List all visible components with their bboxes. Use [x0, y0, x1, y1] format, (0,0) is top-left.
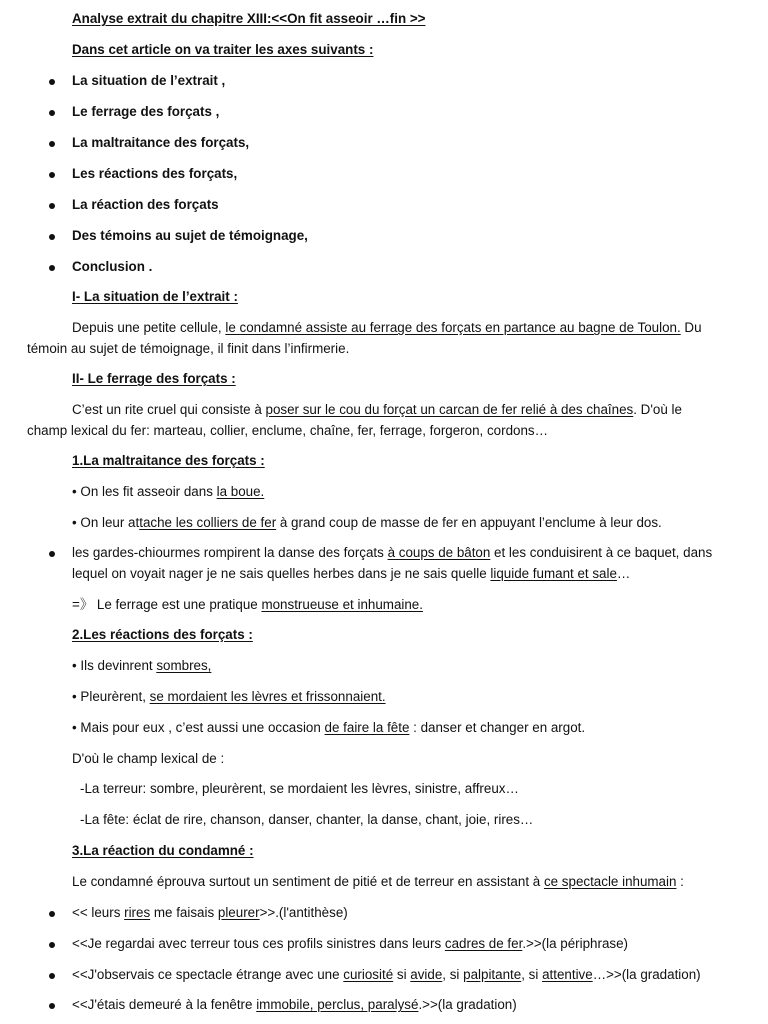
underlined-text: de faire la fête: [324, 720, 410, 735]
underlined-text: la boue.: [216, 484, 265, 499]
list-item: [72, 996, 517, 1014]
underlined-text: se mordaient les lèvres et frissonnaient.: [149, 689, 386, 704]
list-bullet: [49, 203, 55, 209]
text-run: • On les fit asseoir dans: [72, 484, 217, 499]
text-run: • Pleurèrent,: [72, 689, 150, 704]
text-run: C’est un rite cruel qui consiste à: [72, 402, 266, 417]
section-heading: 2.Les réactions des forçats :: [72, 627, 253, 642]
paragraph-line: [72, 873, 684, 891]
text-run: .>>(la gradation): [418, 997, 517, 1012]
underlined-text: à coups de bâton: [387, 545, 491, 560]
underlined-text: monstrueuse et inhumaine.: [261, 597, 423, 612]
list-bullet: [49, 79, 55, 85]
list-bullet: [49, 973, 55, 979]
text-run: :: [676, 874, 684, 889]
lexical-field-terreur: -La terreur: sombre, pleurèrent, se mordaient les lèvres, sinistre, affreux…: [80, 781, 519, 796]
intro-line: Dans cet article on va traiter les axes suivants :: [72, 42, 374, 57]
paragraph-line: [72, 319, 702, 337]
list-item: Des témoins au sujet de témoignage,: [72, 228, 308, 243]
text-run: • On leur at: [72, 515, 140, 530]
underlined-text: immobile, perclus, paralysé: [256, 997, 419, 1012]
underlined-text: attentive: [542, 967, 593, 982]
underlined-text: sombres,: [156, 658, 212, 673]
section-heading: 1.La maltraitance des forçats :: [72, 453, 265, 468]
bullet-line: [72, 688, 386, 706]
bullet-line: [72, 483, 264, 501]
underlined-text: cadres de fer: [444, 936, 523, 951]
list-bullet: [49, 911, 55, 917]
text-run: à grand coup de masse de fer en appuyant l’enclume à leur dos.: [276, 515, 662, 530]
text-run: .>>(la périphrase): [522, 936, 629, 951]
text-run: les gardes-chiourmes rompirent la danse des forçats: [72, 545, 388, 560]
text-run: <<J'étais demeuré à la fenêtre: [72, 997, 257, 1012]
bullet-line: [72, 657, 211, 675]
paragraph-line: témoin au sujet de témoignage, il finit dans l’infirmerie.: [27, 341, 350, 356]
list-item: La maltraitance des forçats,: [72, 135, 250, 150]
list-item: [72, 544, 712, 562]
list-bullet: [49, 265, 55, 271]
list-bullet: [49, 234, 55, 240]
underlined-text: poser sur le cou du forçat un carcan de fer relié à des chaînes: [265, 402, 634, 417]
text-run: <<J'observais ce spectacle étrange avec une: [72, 967, 344, 982]
underlined-text: liquide fumant et sale: [490, 566, 617, 581]
section-heading: II- Le ferrage des forçats :: [72, 371, 236, 386]
list-item: Conclusion .: [72, 259, 153, 274]
text-run: • Ils devinrent: [72, 658, 157, 673]
list-item: Les réactions des forçats,: [72, 166, 238, 181]
list-bullet: [49, 110, 55, 116]
text-run: << leurs: [72, 905, 125, 920]
text-run: Du: [680, 320, 702, 335]
text-run: <<Je regardai avec terreur tous ces profils sinistres dans leurs: [72, 936, 445, 951]
paragraph-line: D'où le champ lexical de :: [72, 751, 225, 766]
lexical-field-fete: -La fête: éclat de rire, chanson, danser, chanter, la danse, chant, joie, rires…: [80, 812, 534, 827]
text-run: : danser et changer en argot.: [409, 720, 586, 735]
text-run: . D'où le: [633, 402, 682, 417]
list-item: [72, 966, 701, 984]
underlined-text: ce spectacle inhumain: [543, 874, 677, 889]
paragraph-line: champ lexical du fer: marteau, collier, enclume, chaîne, fer, ferrage, forgeron, cordons…: [27, 423, 549, 438]
list-bullet: [49, 172, 55, 178]
underlined-text: tache les colliers de fer: [139, 515, 277, 530]
bullet-line: [72, 514, 662, 532]
underlined-text: avide: [410, 967, 443, 982]
underlined-text: rires: [124, 905, 151, 920]
text-run: lequel on voyait nager je ne sais quelles herbes dans je ne sais quelle: [72, 566, 491, 581]
list-item: [72, 935, 628, 953]
underlined-text: palpitante: [463, 967, 522, 982]
list-item: [72, 904, 348, 922]
list-bullet: [49, 942, 55, 948]
text-run: me faisais: [150, 905, 218, 920]
section-heading: 3.La réaction du condamné :: [72, 843, 254, 858]
document-title: Analyse extrait du chapitre XIII:<<On fit asseoir …fin >>: [72, 11, 426, 26]
text-run: …>>(la gradation): [592, 967, 701, 982]
list-item: La réaction des forçats: [72, 197, 219, 212]
text-run: Depuis une petite cellule,: [72, 320, 226, 335]
list-item-continuation: [72, 565, 630, 583]
paragraph-line: [72, 401, 682, 419]
list-item: Le ferrage des forçats ,: [72, 104, 220, 119]
underlined-text: curiosité: [343, 967, 394, 982]
text-run: , si: [442, 967, 464, 982]
bullet-line: [72, 719, 585, 737]
text-run: >>.(l'antithèse): [259, 905, 348, 920]
text-run: Le condamné éprouva surtout un sentiment de pitié et de terreur en assistant à: [72, 874, 544, 889]
list-bullet: [49, 551, 55, 557]
list-bullet: [49, 141, 55, 147]
text-run: si: [393, 967, 411, 982]
text-run: , si: [521, 967, 543, 982]
text-run: • Mais pour eux , c’est aussi une occasion: [72, 720, 325, 735]
underlined-text: le condamné assiste au ferrage des forçats en partance au bagne de Toulon.: [225, 320, 681, 335]
text-run: et les conduisirent à ce baquet, dans: [490, 545, 713, 560]
text-run: =》 Le ferrage est une pratique: [72, 597, 262, 612]
text-run: …: [616, 566, 631, 581]
conclusion-line: [72, 596, 423, 614]
underlined-text: pleurer: [217, 905, 260, 920]
section-heading: I- La situation de l’extrait :: [72, 289, 238, 304]
list-item: La situation de l’extrait ,: [72, 73, 226, 88]
list-bullet: [49, 1003, 55, 1009]
